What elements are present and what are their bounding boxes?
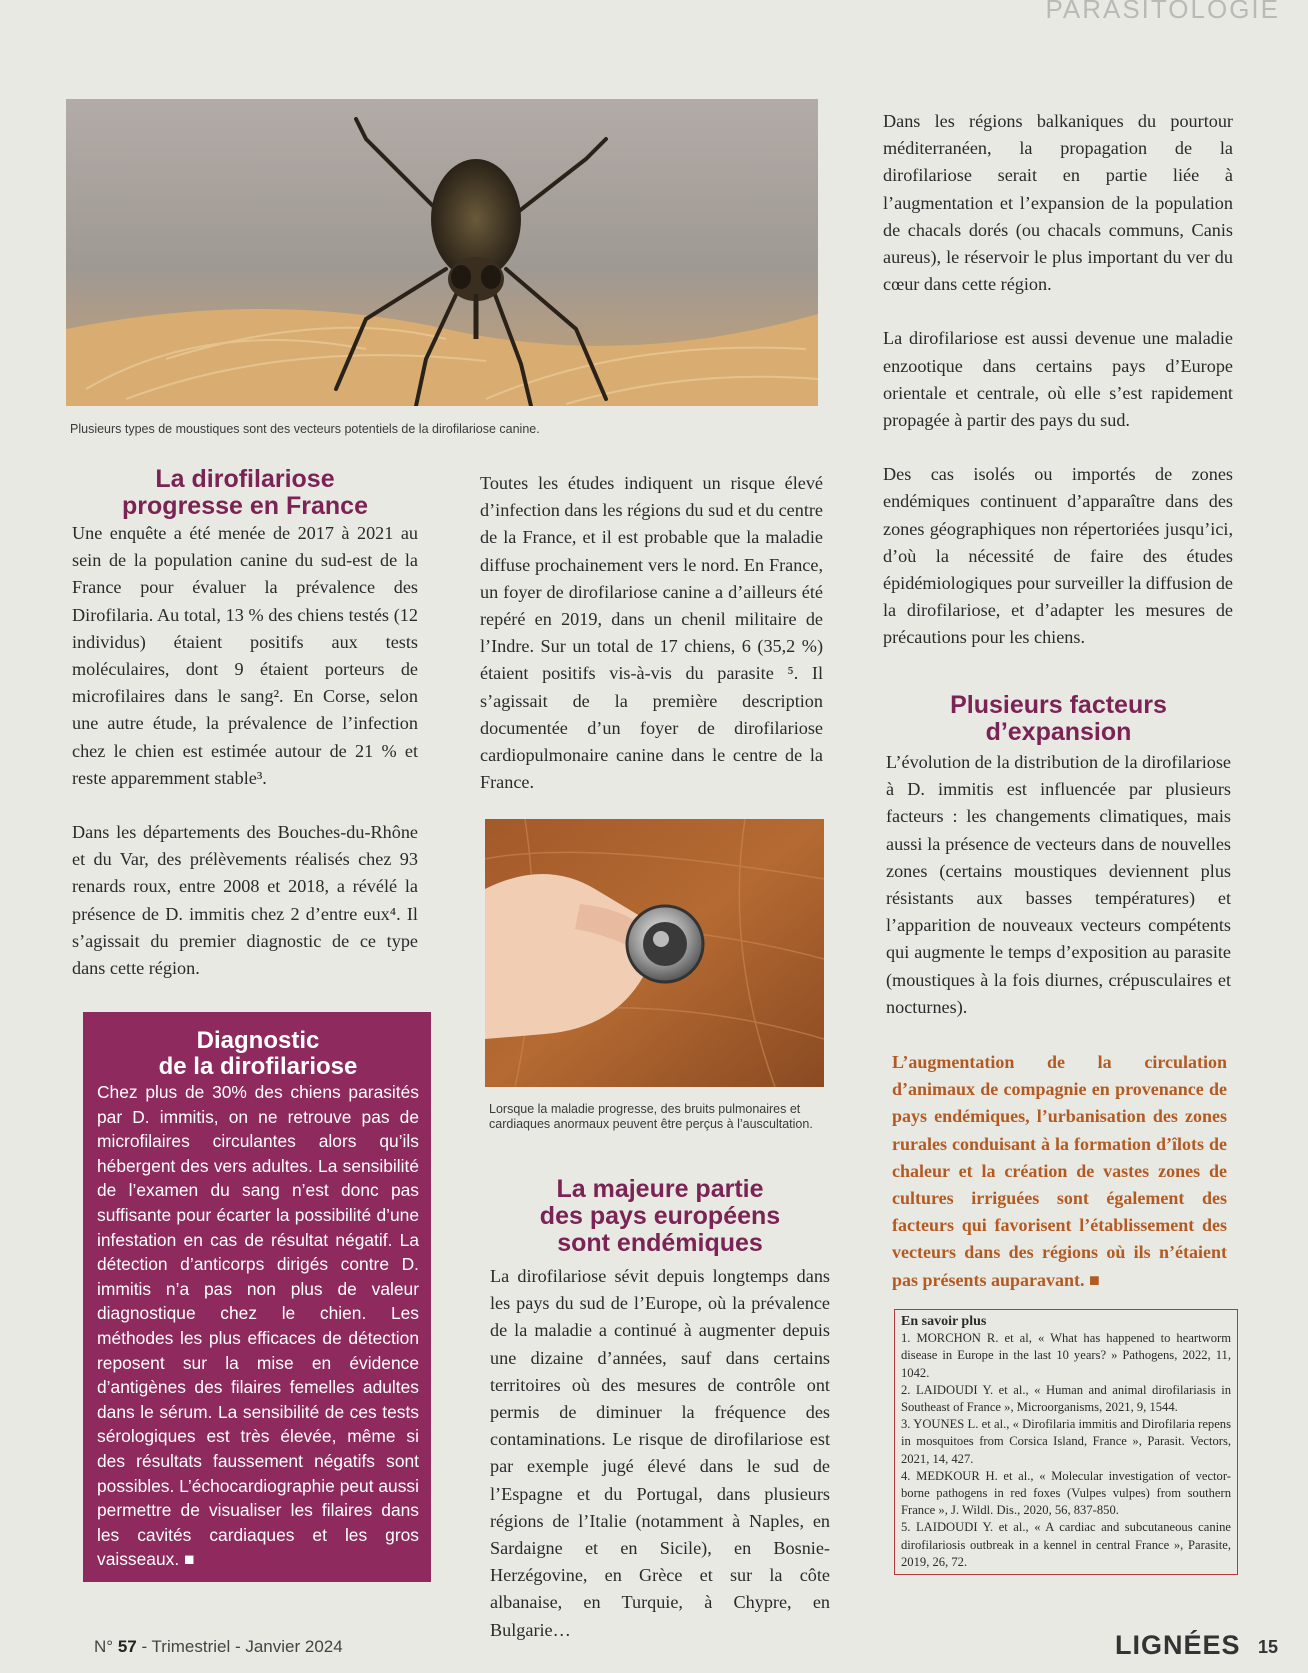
col3-paragraph-1: Dans les régions balkaniques du pourtour méditerranéen, la propagation de la dirofilariose serait en partie liée à l’augmentation et l’expansion de la population de chacals dorés (ou chacals communs, Canis aureus), le réservoir le plus important du ver du cœur dans cette région. — [883, 111, 1233, 295]
heading-progresse-line1: La dirofilariose — [155, 465, 335, 493]
col1-text — [72, 520, 418, 982]
reference-item: 3. YOUNES L. et al., « Dirofilaria immitis and Dirofilaria repens in mosquitoes from Corsica Island, France », Parasit. Vectors, 2021, 14, 427. — [901, 1417, 1231, 1466]
col1 — [72, 466, 418, 982]
diagnostic-title-line1: Diagnostic — [196, 1027, 320, 1054]
reference-item: 2. LAIDOUDI Y. et al., « Human and animal dirofilariasis in Southeast of France », Microorganisms, 2021, 9, 1544. — [901, 1382, 1231, 1415]
col2-paragraph-2: La dirofilariose sévit depuis longtemps dans les pays du sud de l’Europe, où la prévalence de la maladie a continué à augmenter depuis une dizaine d’années, sauf dans certains territoires où des mesures de contrôle ont permis de diminuer la fréquence des contaminations. Le risque de dirofilariose est par exemple jugé élevé dans le sud de l’Espagne et du Portugal, dans plusieurs régions de l’Italie (notamment à Naples, en Sardaigne et en Sicile), en Bosnie-Herzégovine, en Grèce et sur la côte albanaise, en Turquie, à Chypre, en Bulgarie… — [490, 1266, 830, 1640]
col2-bottom — [490, 1176, 830, 1644]
mosquito-icon — [66, 99, 818, 406]
footer-issue — [94, 1637, 343, 1657]
col3-paragraph-2: La dirofilariose est aussi devenue une maladie enzootique dans certains pays d’Europe orientale et centrale, où elle s’est rapidement propagée à partir des pays du sud. — [883, 328, 1233, 431]
heading-facteurs-line2: d’expansion — [985, 718, 1132, 746]
stethoscope-caption: Lorsque la maladie progresse, des bruits pulmonaires et cardiaques anormaux peuvent être perçus à l’auscultation. — [489, 1102, 813, 1131]
heading-progresse — [72, 466, 418, 520]
col3-middle — [886, 692, 1231, 1021]
diagnostic-title-line2: de la dirofilariose — [158, 1053, 358, 1080]
heading-pays-line3: sont endémiques — [557, 1229, 763, 1257]
brand-logo: LIGNÉES — [1115, 1630, 1241, 1660]
references-title: En savoir plus — [901, 1314, 987, 1329]
reference-item: 5. LAIDOUDI Y. et al., « A cardiac and subcutaneous canine dirofilariosis outbreak in a kennel in central France », Parasite, 2019, 26, 72. — [901, 1520, 1231, 1569]
diagnostic-text: Chez plus de 30% des chiens parasités par D. immitis, on ne retrouve pas de microfilaires circulantes alors qu’ils hébergent des vers adultes. La sensibilité de l’examen du sang n’est donc pas suffisante pour écarter la possibilité d’une infestation en cas de résultat négatif. La détection d’anticorps dirigés contre D. immitis n’a pas non plus de valeur diagnostique chez le chien. Les méthodes les plus efficaces de détection reposent sur la mise en évidence d’antigènes des filaires femelles adultes dans le sérum. La sensibilité de ces tests sérologiques est très élevée, même si des résultats faussement négatifs sont possibles. L’échocardiographie peut aussi permettre de visualiser les filaires dans les cavités cardiaques et les gros vaisseaux. ■ — [97, 1082, 419, 1570]
col2-paragraph-1: Toutes les études indiquent un risque élevé d’infection dans les régions du sud et du centre de la France, et il est probable que la maladie diffuse prochainement vers le nord. En France, un foyer de dirofilariose canine a d’ailleurs été repéré en 2019, dans un chenil militaire de l’Indre. Sur un total de 17 chiens, 6 (35,2 %) étaient positifs vis-à-vis du parasite ⁵. Il s’agissait de la première description documentée d’un foyer de dirofilariose cardiopulmonaire canine dans le centre de la France. — [480, 473, 823, 793]
diagnostic-title — [97, 1028, 419, 1080]
reference-item: 4. MEDKOUR H. et al., « Molecular investigation of vector-borne pathogens in red foxes (Vulpes vulpes) from southern France », J. Wildl. Dis., 2020, 56, 837-850. — [901, 1468, 1231, 1518]
section-label: PARASITOLOGIE — [1045, 0, 1280, 24]
top-image-caption: Plusieurs types de moustiques sont des vecteurs potentiels de la dirofilariose canine. — [70, 422, 540, 436]
heading-facteurs — [886, 692, 1231, 746]
heading-pays-line1: La majeure partie — [556, 1175, 764, 1203]
heading-pays-line2: des pays européens — [539, 1202, 781, 1230]
col1-paragraph-2: Dans les départements des Bouches-du-Rhône et du Var, des prélèvements réalisés chez 93 renards roux, entre 2008 et 2018, a révélé la présence de D. immitis chez 2 d’entre eux⁴. Il s’agissait du premier diagnostic de ce type dans cette région. — [72, 822, 418, 979]
mosquito-photo — [66, 99, 818, 406]
heading-facteurs-line1: Plusieurs facteurs — [950, 691, 1167, 719]
issue-number: 57 — [117, 1637, 137, 1656]
heading-pays-europeens — [490, 1176, 830, 1257]
stethoscope-photo — [485, 819, 824, 1087]
col1-paragraph-1: Une enquête a été menée de 2017 à 2021 au sein de la population canine du sud-est de la France pour évaluer la prévalence des Dirofilaria. Au total, 13 % des chiens testés (12 individus) étaient positifs aux tests moléculaires, dont 9 étaient porteurs de microfilaires dans le sang². En Corse, selon une autre étude, la prévalence de l’infection chez le chien est estimée autour de 21 % et reste apparemment stable³. — [72, 523, 418, 788]
issue-prefix: N° — [94, 1637, 114, 1656]
pull-quote: L’augmentation de la circulation d’animaux de compagnie en provenance de pays endémiques, l’urbanisation des zones rurales conduisant à la formation d’îlots de chaleur et la création de vastes zones de cultures irriguées sont également des facteurs qui favorisent l’établissement des vecteurs dans des régions où ils n’étaient pas présents auparavant. ■ — [892, 1052, 1227, 1290]
reference-item: 1. MORCHON R. et al, « What has happened to heartworm disease in Europe in the last 10 years? » Pathogens, 2022, 11, 1042. — [901, 1331, 1231, 1380]
diagnostic-box — [83, 1012, 431, 1582]
references-box — [894, 1309, 1238, 1575]
heading-progresse-line2: progresse en France — [122, 492, 368, 520]
page-number: 15 — [1258, 1637, 1279, 1657]
col3-top — [883, 108, 1233, 652]
stethoscope-icon — [485, 819, 824, 1087]
issue-rest: - Trimestriel - Janvier 2024 — [141, 1637, 343, 1656]
col3-paragraph-3: Des cas isolés ou importés de zones endémiques continuent d’apparaître dans des zones géographiques non répertoriées jusqu’ici, d’où la nécessité de faire des études épidémiologiques pour surveiller la diffusion de la dirofilariose, et d’adapter les mesures de précautions pour les chiens. — [883, 464, 1233, 648]
col3-paragraph-4: L’évolution de la distribution de la dirofilariose à D. immitis est influencée par plusieurs facteurs : les changements climatiques, mais aussi la présence de vecteurs dans de nouvelles zones (certains moustiques deviennent plus résistants aux basses températures) et l’apparition de nouveaux vecteurs compétents qui augmente le temps d’exposition au parasite (moustiques à la fois diurnes, crépusculaires et nocturnes). — [886, 752, 1231, 1017]
